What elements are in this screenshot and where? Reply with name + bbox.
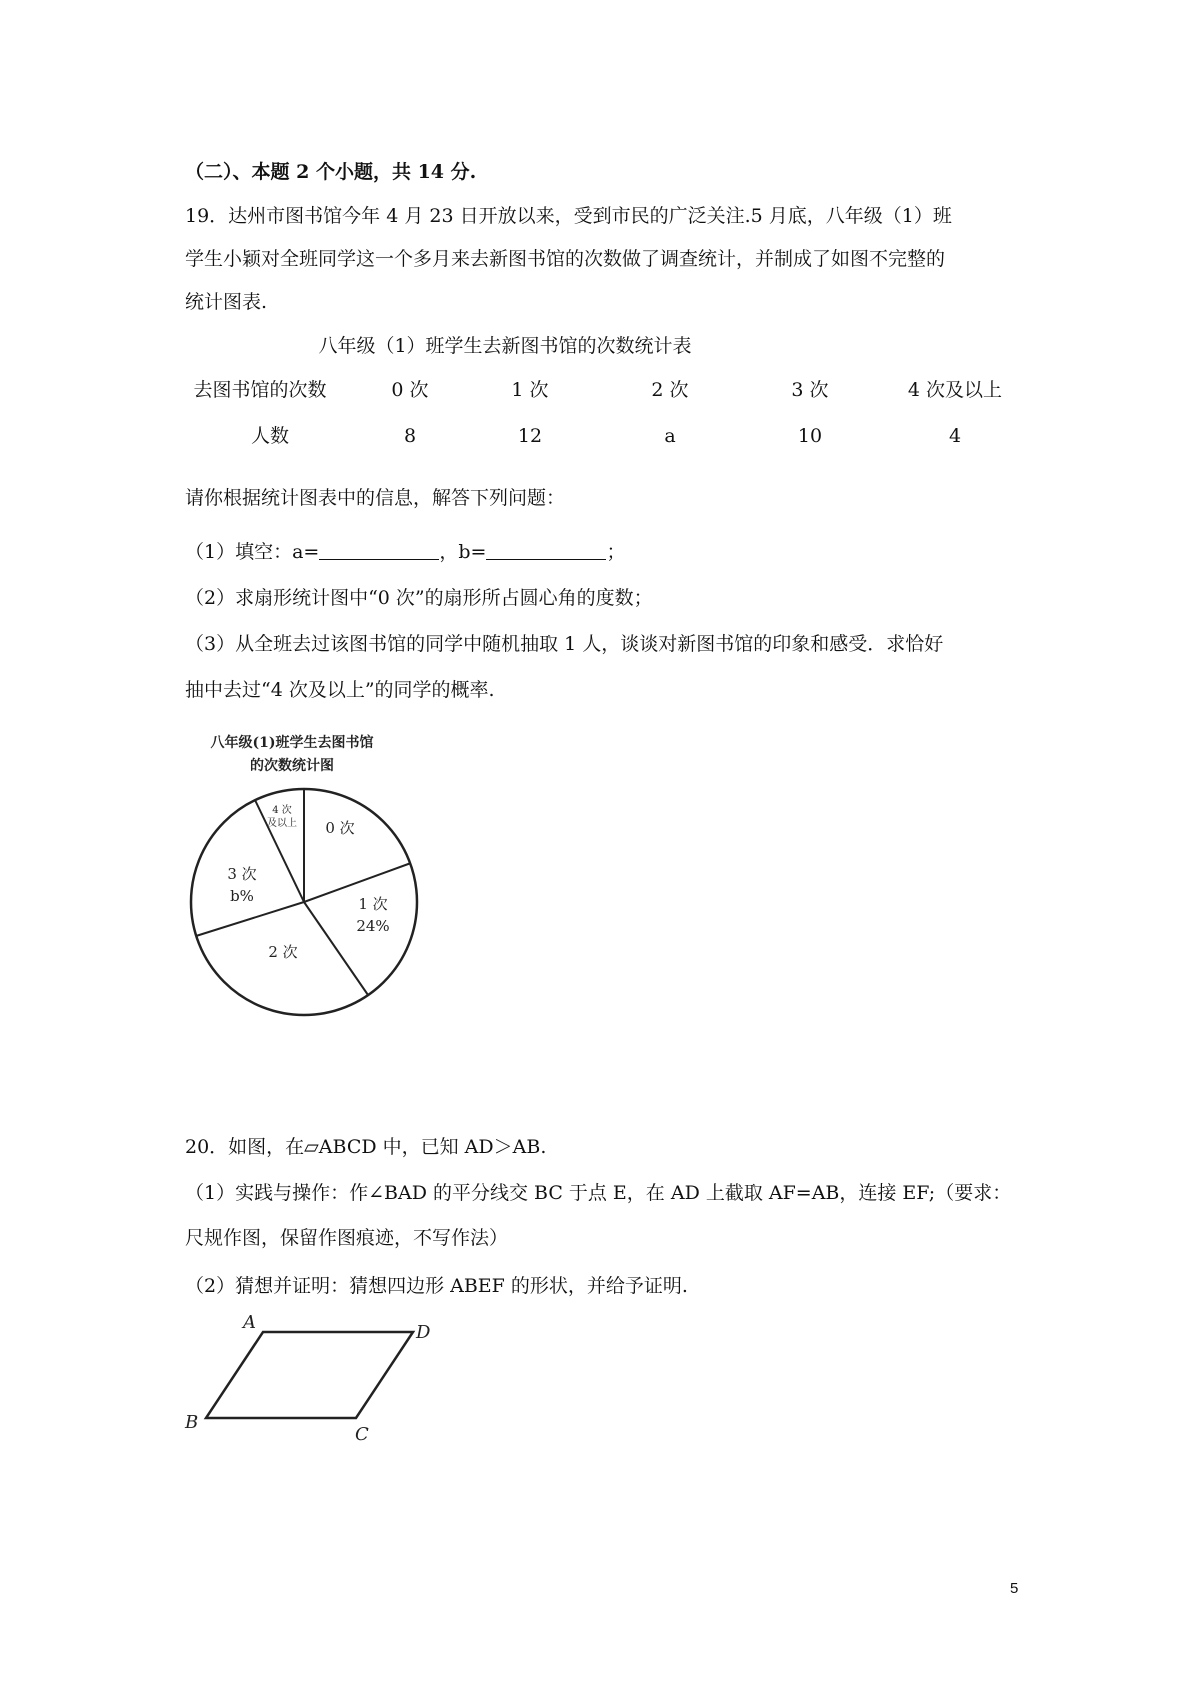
vertex-label-b: B [185, 1412, 199, 1433]
answer-blank-a[interactable] [319, 539, 439, 560]
parallelogram-figure [175, 1310, 435, 1450]
table-row-label: 人数 [250, 425, 289, 447]
q20-part2: （2）猜想并证明：猜想四边形 ABEF 的形状，并给予证明. [185, 1275, 688, 1297]
table-value-1: 12 [517, 425, 543, 447]
vertex-label-d: D [416, 1322, 431, 1343]
q20-part1-line1: （1）实践与操作：作∠BAD 的平分线交 BC 于点 E，在 AD 上截取 AF=AB，连接 EF;（要求： [185, 1182, 1012, 1204]
table-value-2: a [664, 425, 676, 447]
pie-label-zero: 0 次 [325, 819, 355, 837]
table-header-label: 去图书馆的次数 [193, 379, 327, 401]
part1-suffix: ； [606, 541, 626, 563]
q20-part1-line2: 尺规作图，保留作图痕迹，不写作法） [185, 1227, 509, 1249]
q20-text-line1: 20．如图，在▱ABCD 中，已知 AD＞AB. [185, 1136, 547, 1158]
vertex-label-c: C [355, 1424, 369, 1445]
table-value-4: 4 [948, 425, 962, 447]
pie-label-four-line2: 及以上 [267, 818, 297, 829]
pie-divider-3 [196, 902, 304, 936]
pie-label-two: 2 次 [268, 943, 298, 961]
pie-label-one: 1 次 [358, 895, 388, 913]
q19-part3-line2: 抽中去过“4 次及以上”的同学的概率. [185, 679, 495, 701]
table-title: 八年级（1）班学生去新图书馆的次数统计表 [318, 335, 692, 357]
part1-middle: ，b= [439, 541, 487, 563]
pie-chart-figure [180, 725, 420, 1025]
q19-prompt: 请你根据统计图表中的信息，解答下列问题： [185, 487, 566, 509]
page-number: 5 [1010, 1580, 1019, 1597]
table-value-0: 8 [403, 425, 417, 447]
vertex-label-a: A [243, 1312, 256, 1333]
q19-text-line1: 19．达州市图书馆今年 4 月 23 日开放以来，受到市民的广泛关注.5 月底，八年级（1）班 [185, 205, 952, 227]
pie-divider-2 [304, 902, 368, 995]
part1-prefix: （1）填空：a= [185, 541, 320, 563]
q19-text-line3: 统计图表. [185, 291, 268, 313]
q19-part3-line1: （3）从全班去过该图书馆的同学中随机抽取 1 人，谈谈对新图书馆的印象和感受．求恰好 [185, 633, 944, 655]
pie-label-three-pct: b% [230, 887, 254, 905]
section-header: （二）、本题 2 个小题，共 14 分. [185, 161, 477, 183]
pie-label-four-line1: 4 次 [272, 805, 292, 816]
table-value-3: 10 [797, 425, 823, 447]
table-col-1: 1 次 [511, 379, 549, 401]
pie-title-line2: 的次数统计图 [250, 758, 334, 774]
table-col-2: 2 次 [651, 379, 689, 401]
table-col-3: 3 次 [791, 379, 829, 401]
q19-text-line2: 学生小颖对全班同学这一个多月来去新图书馆的次数做了调查统计，并制成了如图不完整的 [185, 248, 946, 270]
pie-label-one-pct: 24% [356, 917, 390, 935]
q19-part1 [185, 538, 625, 566]
parallelogram-abcd [206, 1332, 413, 1418]
q19-part2: （2）求扇形统计图中“0 次”的扇形所占圆心角的度数； [185, 587, 653, 609]
pie-title-line1: 八年级(1)班学生去图书馆 [210, 735, 374, 751]
answer-blank-b[interactable] [486, 539, 606, 560]
table-col-4: 4 次及以上 [907, 379, 1003, 401]
table-col-0: 0 次 [391, 379, 429, 401]
pie-label-three: 3 次 [227, 865, 257, 883]
